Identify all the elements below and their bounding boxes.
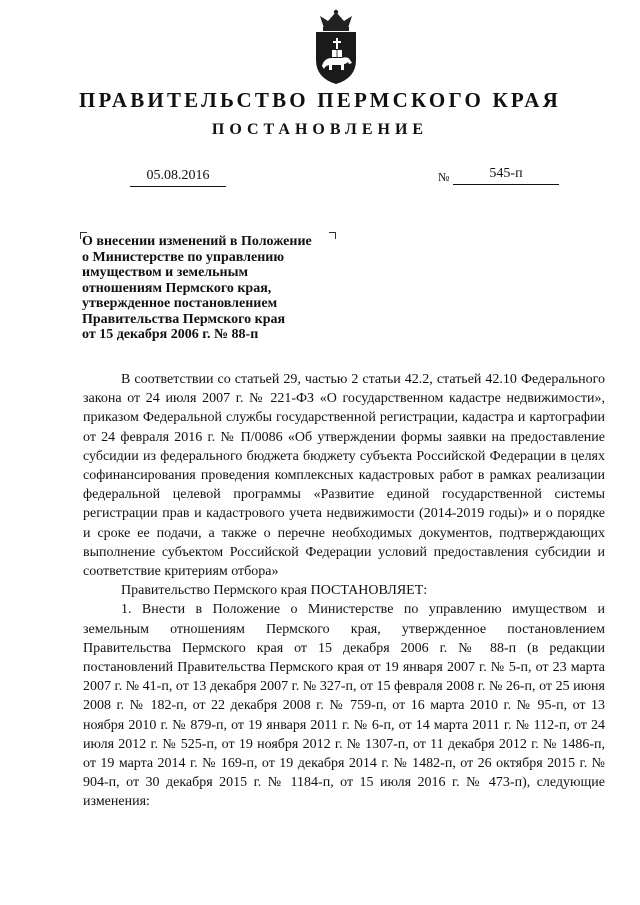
body-paragraph-item-1: 1. Внести в Положение о Министерстве по управлению имуществом и земельным отношениям Пермского края, утвержденное постановлением Правительства Пермского края от 15 декабря 2006 г. № 88-п (в редакции постановлений Правительства Пермского края от 19 января 2007 г. № 5-п, от 23 марта 2007 г. № 41-п, от 13 декабря 2007 г. № 327-п, от 15 февраля 2008 г. № 26-п, от 25 июня 2008 г. № 182-п, от 22 декабря 2008 г. № 759-п, от 16 марта 2010 г. № 95-п, от 13 ноября 2010 г. № 879-п, от 19 января 2011 г. № 6-п, от 14 марта 2011 г. № 112-п, от 24 июля 2012 г. № 525-п, от 19 ноября 2012 г. № 1307-п, от 11 декабря 2012 г. № 1486-п, от 19 марта 2014 г. № 169-п, от 19 декабря 2014 г. № 1482-п, от 26 октября 2015 г. № 904-п, от 30 декабря 2015 г. № 1184-п, от 15 июля 2016 г. № 473-п), следующие изменения: — [83, 602, 605, 810]
document-date: 05.08.2016 — [130, 168, 226, 187]
subject-line: Правительства Пермского края — [82, 311, 286, 327]
subject-line: имуществом и земельным — [82, 265, 249, 280]
document-number: 545-п — [453, 166, 559, 185]
coat-of-arms-emblem-icon — [306, 8, 366, 86]
document-body — [83, 370, 605, 812]
body-paragraph-resolves: Правительство Пермского края ПОСТАНОВЛЯЕТ: — [121, 583, 428, 599]
subject-line: утвержденное постановлением — [82, 296, 278, 311]
document-type: ПОСТАНОВЛЕНИЕ — [211, 121, 429, 138]
subject-line: о Министерстве по управлению — [82, 249, 285, 265]
document-subject — [82, 234, 342, 343]
number-label: № — [438, 170, 450, 184]
body-paragraph-preamble: В соответствии со статьей 29, частью 2 статьи 42.2, статьей 42.10 Федерального закона от 24 июля 2007 г. № 221-ФЗ «О государственном кадастре недвижимости», приказом Федеральной службы государственной регистрации, кадастра и картографии от 24 февраля 2016 г. № П/0086 «Об утверждении формы заявки на предоставление субсидии из федерального бюджета бюджету субъекта Российской Федерации в целях софинансирования проведения комплексных кадастровых работ в рамках реализации федеральной целевой программы «Развитие единой государственной системы регистрации прав и кадастрового учета недвижимости (2014-2019 годы)» и о порядке и сроке ее подачи, а также о перечне необходимых документов, подтверждающих выполнение субъектом Российской Федерации условий предоставления субсидии и соответствие критериям отбора» — [83, 372, 605, 580]
subject-line: от 15 декабря 2006 г. № 88-п — [82, 327, 259, 342]
subject-line: О внесении изменений в Положение — [82, 234, 312, 249]
subject-line: отношениям Пермского края, — [82, 280, 272, 296]
government-title: ПРАВИТЕЛЬСТВО ПЕРМСКОГО КРАЯ — [78, 88, 561, 112]
